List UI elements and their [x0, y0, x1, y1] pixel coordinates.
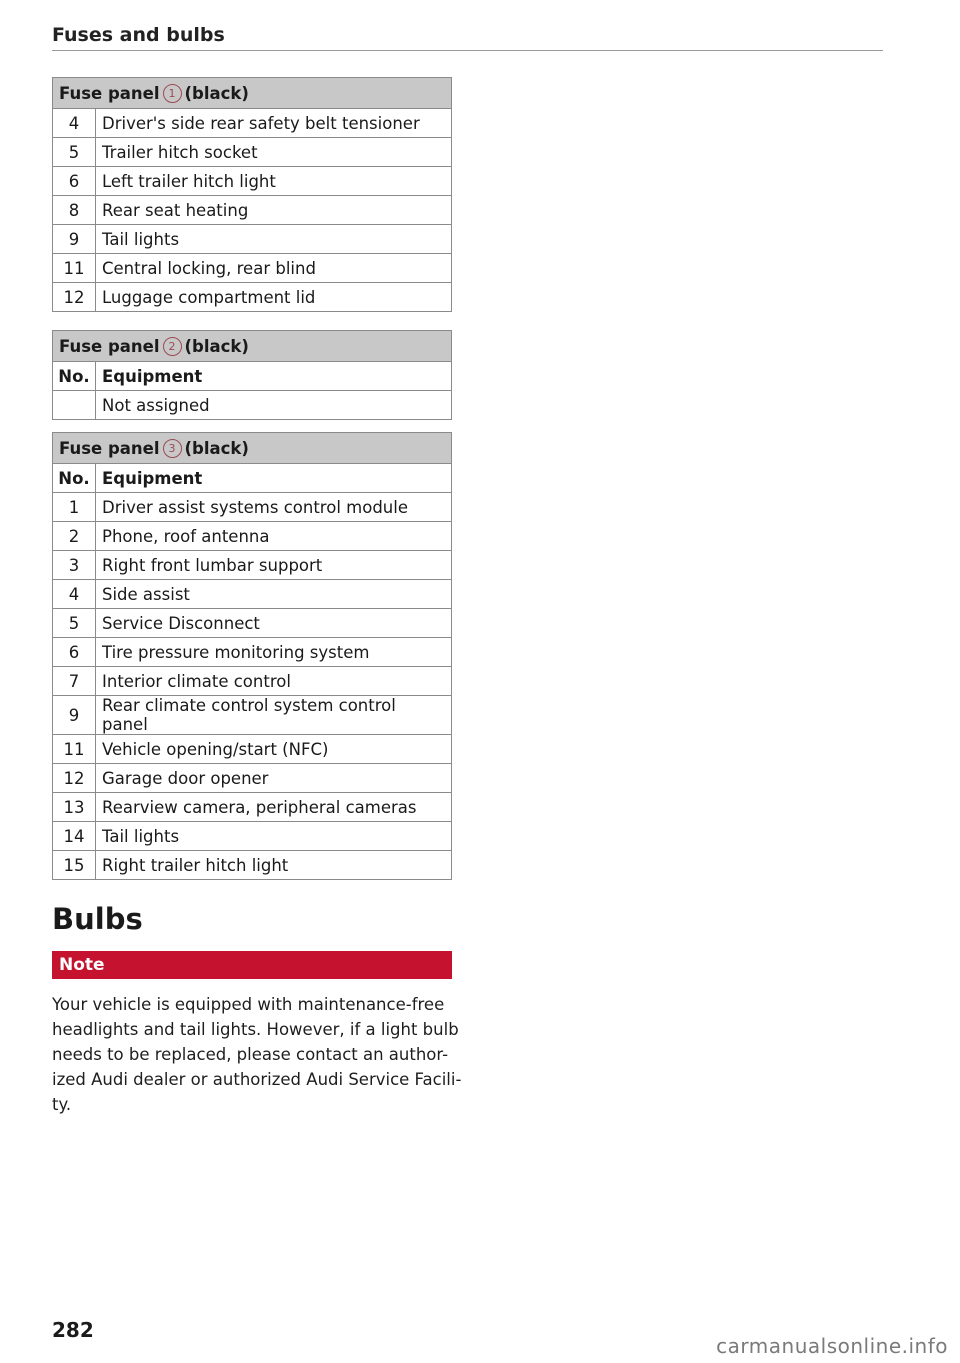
fuse-equipment: Rear climate control system control panel — [96, 696, 452, 735]
note-line: ty. — [52, 1095, 72, 1114]
fuse-number — [53, 391, 96, 420]
column-header-equipment: Equipment — [96, 464, 452, 493]
fuse-equipment: Driver's side rear safety belt tensioner — [96, 109, 452, 138]
column-header-equipment: Equipment — [96, 362, 452, 391]
fuse-panel-3-table — [52, 432, 452, 880]
circled-number-icon: 2 — [163, 337, 182, 356]
table-row — [53, 851, 452, 880]
table-row — [53, 793, 452, 822]
fuse-equipment: Trailer hitch socket — [96, 138, 452, 167]
note-line: Your vehicle is equipped with maintenance-free — [52, 995, 445, 1014]
fuse-equipment: Driver assist systems control module — [96, 493, 452, 522]
table-row — [53, 667, 452, 696]
fuse-number: 5 — [53, 138, 96, 167]
caption-suffix: (black) — [184, 83, 249, 103]
bulbs-heading: Bulbs — [52, 902, 143, 936]
fuse-equipment: Garage door opener — [96, 764, 452, 793]
note-line: needs to be replaced, please contact an author- — [52, 1045, 449, 1064]
section-title: Fuses and bulbs — [52, 24, 225, 46]
table-row — [53, 580, 452, 609]
fuse-equipment: Rear seat heating — [96, 196, 452, 225]
fuse-number: 11 — [53, 254, 96, 283]
fuse-number: 7 — [53, 667, 96, 696]
fuse-number: 12 — [53, 283, 96, 312]
note-banner: Note — [52, 951, 452, 979]
table-row — [53, 167, 452, 196]
caption-suffix: (black) — [184, 438, 249, 458]
table-row — [53, 551, 452, 580]
table-row — [53, 493, 452, 522]
table-row — [53, 196, 452, 225]
fuse-number: 3 — [53, 551, 96, 580]
circled-number-icon: 1 — [163, 84, 182, 103]
table-row — [53, 109, 452, 138]
table-row — [53, 609, 452, 638]
fuse-panel-2-table — [52, 330, 452, 420]
fuse-number: 4 — [53, 109, 96, 138]
table-row — [53, 735, 452, 764]
caption-text: Fuse panel — [59, 336, 160, 356]
note-line: headlights and tail lights. However, if a light bulb — [52, 1020, 459, 1039]
fuse-number: 4 — [53, 580, 96, 609]
fuse-equipment: Phone, roof antenna — [96, 522, 452, 551]
fuse-equipment: Tail lights — [96, 822, 452, 851]
caption-text: Fuse panel — [59, 83, 160, 103]
fuse-number: 9 — [53, 225, 96, 254]
fuse-equipment: Luggage compartment lid — [96, 283, 452, 312]
fuse-panel-1-caption — [53, 78, 452, 109]
fuse-number: 9 — [53, 696, 96, 735]
caption-suffix: (black) — [184, 336, 249, 356]
table-row — [53, 391, 452, 420]
table-row — [53, 522, 452, 551]
fuse-number: 5 — [53, 609, 96, 638]
fuse-number: 1 — [53, 493, 96, 522]
circled-number-icon: 3 — [163, 439, 182, 458]
fuse-equipment: Rearview camera, peripheral cameras — [96, 793, 452, 822]
table-row — [53, 638, 452, 667]
fuse-equipment: Service Disconnect — [96, 609, 452, 638]
fuse-equipment: Side assist — [96, 580, 452, 609]
fuse-number: 14 — [53, 822, 96, 851]
fuse-equipment: Left trailer hitch light — [96, 167, 452, 196]
caption-text: Fuse panel — [59, 438, 160, 458]
fuse-number: 2 — [53, 522, 96, 551]
header-divider — [52, 50, 883, 51]
table-row — [53, 138, 452, 167]
fuse-equipment: Tail lights — [96, 225, 452, 254]
fuse-equipment: Tire pressure monitoring system — [96, 638, 452, 667]
note-body — [52, 992, 462, 1117]
fuse-equipment: Interior climate control — [96, 667, 452, 696]
fuse-panel-2-caption — [53, 331, 452, 362]
fuse-number: 12 — [53, 764, 96, 793]
fuse-equipment: Vehicle opening/start (NFC) — [96, 735, 452, 764]
table-row — [53, 254, 452, 283]
watermark-link[interactable]: carmanualsonline.info — [716, 1334, 948, 1358]
fuse-equipment: Right trailer hitch light — [96, 851, 452, 880]
fuse-equipment: Central locking, rear blind — [96, 254, 452, 283]
fuse-panel-3-caption — [53, 433, 452, 464]
fuse-equipment: Not assigned — [96, 391, 452, 420]
column-header-no: No. — [53, 464, 96, 493]
fuse-equipment: Right front lumbar support — [96, 551, 452, 580]
table-row — [53, 283, 452, 312]
fuse-number: 15 — [53, 851, 96, 880]
table-row — [53, 225, 452, 254]
fuse-number: 6 — [53, 167, 96, 196]
fuse-number: 13 — [53, 793, 96, 822]
fuse-number: 8 — [53, 196, 96, 225]
table-row — [53, 696, 452, 735]
page-number: 282 — [52, 1318, 94, 1342]
fuse-number: 6 — [53, 638, 96, 667]
note-line: ized Audi dealer or authorized Audi Service Facili- — [52, 1070, 462, 1089]
table-row — [53, 822, 452, 851]
fuse-number: 11 — [53, 735, 96, 764]
table-row — [53, 764, 452, 793]
column-header-no: No. — [53, 362, 96, 391]
fuse-panel-1-table — [52, 77, 452, 312]
